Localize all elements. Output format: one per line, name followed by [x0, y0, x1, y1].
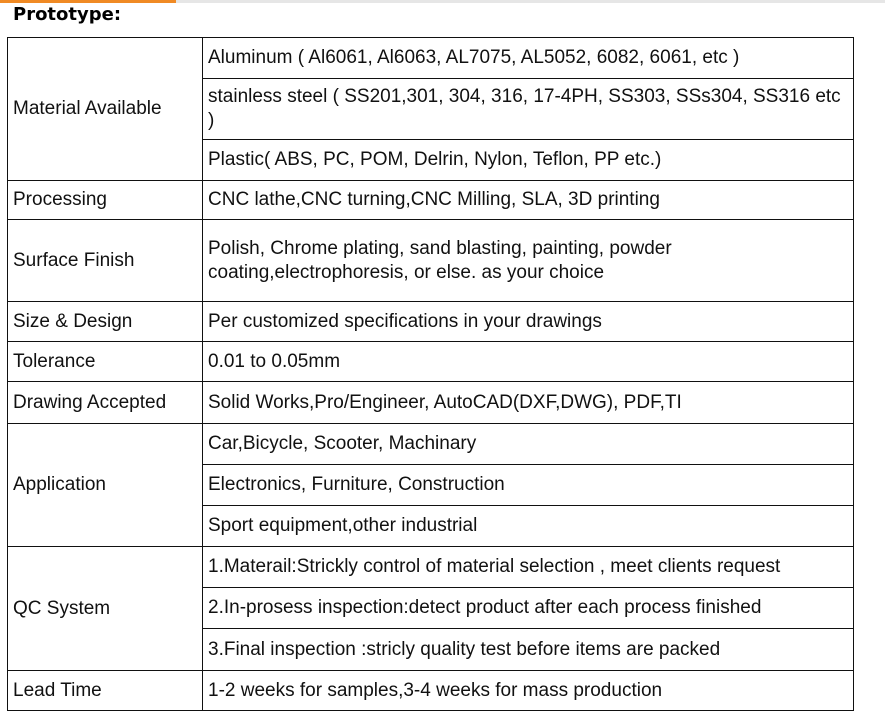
row-value-surface-finish: Polish, Chrome plating, sand blasting, painting, powder coating,electrophoresis, or else. as your choice [203, 220, 854, 302]
row-value-size-design: Per customized specifications in your drawings [203, 302, 854, 342]
table-row [8, 342, 854, 382]
row-label-qc: QC System [8, 547, 203, 671]
table-row [8, 181, 854, 220]
row-label-tolerance: Tolerance [8, 342, 203, 382]
top-accent-bar [0, 0, 176, 3]
row-value-material-plastic: Plastic( ABS, PC, POM, Delrin, Nylon, Teflon, PP etc.) [203, 140, 854, 181]
row-label-drawing: Drawing Accepted [8, 382, 203, 424]
spec-table [7, 37, 854, 711]
row-label-material: Material Available [8, 38, 203, 181]
row-label-processing: Processing [8, 181, 203, 220]
row-value-application-sport: Sport equipment,other industrial [203, 506, 854, 547]
row-value-qc-final: 3.Final inspection :stricly quality test before items are packed [203, 629, 854, 671]
row-value-application-electronics: Electronics, Furniture, Construction [203, 465, 854, 506]
row-label-lead-time: Lead Time [8, 671, 203, 711]
table-row [8, 220, 854, 302]
row-label-size-design: Size & Design [8, 302, 203, 342]
row-value-qc-in-process: 2.In-prosess inspection:detect product after each process finished [203, 588, 854, 629]
row-label-surface-finish: Surface Finish [8, 220, 203, 302]
table-row [8, 382, 854, 424]
table-row [8, 38, 854, 79]
row-label-application: Application [8, 424, 203, 547]
row-value-application-vehicles: Car,Bicycle, Scooter, Machinary [203, 424, 854, 465]
table-row [8, 671, 854, 711]
table-row [8, 547, 854, 588]
row-value-material-aluminum: Aluminum ( Al6061, Al6063, AL7075, AL5052, 6082, 6061, etc ) [203, 38, 854, 79]
table-row [8, 424, 854, 465]
row-value-tolerance: 0.01 to 0.05mm [203, 342, 854, 382]
row-value-material-stainless: stainless steel ( SS201,301, 304, 316, 17-4PH, SS303, SSs304, SS316 etc ) [203, 79, 854, 140]
row-value-qc-material: 1.Materail:Strickly control of material selection , meet clients request [203, 547, 854, 588]
row-value-lead-time: 1-2 weeks for samples,3-4 weeks for mass production [203, 671, 854, 711]
section-title: Prototype: [13, 4, 122, 25]
row-value-processing: CNC lathe,CNC turning,CNC Milling, SLA, 3D printing [203, 181, 854, 220]
row-value-drawing: Solid Works,Pro/Engineer, AutoCAD(DXF,DWG), PDF,TI [203, 382, 854, 424]
table-row [8, 302, 854, 342]
